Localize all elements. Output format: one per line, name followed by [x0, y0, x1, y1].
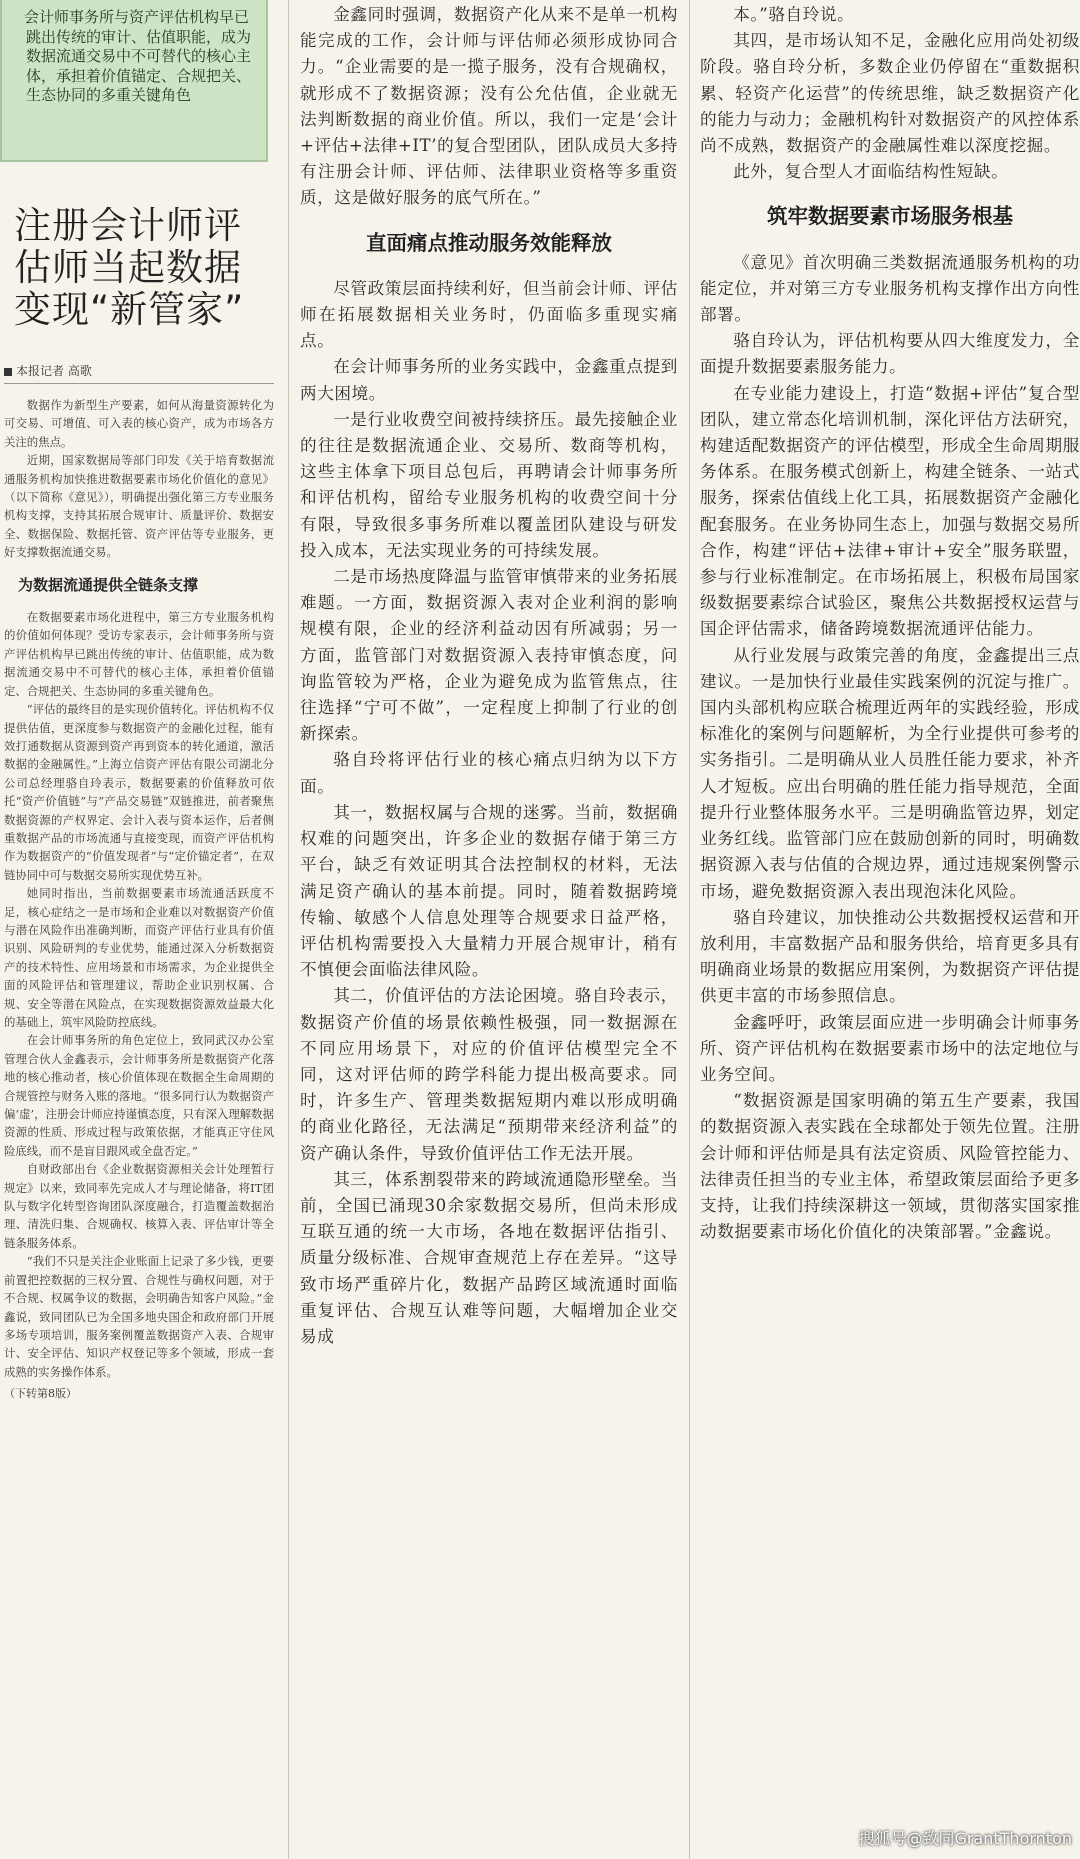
paragraph: 此外，复合型人才面临结构性短缺。 [733, 162, 1009, 182]
paragraph: 金鑫同时强调，数据资产化从来不是单一机构能完成的工作，会计师与评估师必须形成协同合力。“企业需要的是一揽子服务，没有合规确权，就形成不了数据资源；没有公允估值，企业就无法判断数据的商业价值。所以，我们一定是‘会计+评估+法律+IT’的复合型团队，团队成员大多持有注册会计师、评估师、法律职业资格等多重资质，这是做好服务的底气所在。” [300, 5, 678, 208]
paragraph: 其二，价值评估的方法论困境。骆自玲表示，数据资产价值的场景依赖性极强，同一数据源在不同应用场景下，对应的价值评估模型完全不同，这对评估师的跨学科能力提出极高要求。同时，许多生产、管理类数据短期内难以形成明确的商业化路径，无法满足“预期带来经济利益”的资产确认条件，导致价值评估工作无法开展。 [300, 986, 678, 1163]
paragraph: 金鑫呼吁，政策层面应进一步明确会计师事务所、资产评估机构在数据要素市场中的法定地位与业务空间。 [700, 1012, 1080, 1084]
sidebar-text [4, 396, 274, 1404]
paragraph: 自财政部出台《企业数据资源相关会计处理暂行规定》以来，致同率先完成人才与理论储备，将IT团队与数字化转型咨询团队深度融合，打造覆盖数据治理、清洗归集、合规确权、核算入表、评估审计等全链条服务体系。 [4, 1162, 274, 1250]
paragraph: 在会计师事务所的业务实践中，金鑫重点提到两大困境。 [300, 357, 678, 403]
paragraph: “我们不只是关注企业账面上记录了多少钱，更要前置把控数据的三权分置、合规性与确权问题，对于不合规、权属争议的数据，会明确告知客户风险。”金鑫说，致同团队已为全国多地央国企和政府部门开展多场专项培训，服务案例覆盖数据资产入表、合规审计、安全评估、知识产权登记等多个领域，形成一套成熟的实务操作体系。 [4, 1254, 274, 1379]
paragraph: 骆自玲认为，评估机构要从四大维度发力，全面提升数据要素服务能力。 [700, 331, 1080, 377]
right-column [700, 0, 1080, 1245]
paragraph: 二是市场热度降温与监管审慎带来的业务拓展难题。一方面，数据资源入表对企业利润的影响规模有限，企业的经济利益动因有所减弱；另一方面，监管部门对数据资源入表持审慎态度，问询监管较为严格，企业为避免成为监管焦点，往往选择“宁可不做”，一定程度上抑制了行业的创新探索。 [300, 567, 678, 744]
watermark: 搜狐号@致同GrantThornton [858, 1829, 1072, 1848]
paragraph: 其三，体系割裂带来的跨域流通隐形壁垒。当前，全国已涌现30余家数据交易所，但尚未形成互联互通的统一大市场，各地在数据评估指引、质量分级标准、合规审查规范上存在差异。“这导致市场严重碎片化，数据产品跨区域流通时面临重复评估、合规互认难等问题，大幅增加企业交易成 [300, 1169, 678, 1346]
paragraph: 骆自玲将评估行业的核心痛点归纳为以下方面。 [300, 750, 678, 796]
right-text [700, 0, 1080, 1245]
paragraph: 尽管政策层面持续利好，但当前会计师、评估师在拓展数据相关业务时，仍面临多重现实痛点。 [300, 278, 678, 351]
middle-column [300, 0, 678, 1350]
paragraph: 一是行业收费空间被持续挤压。最先接触企业的往往是数据流通企业、交易所、数商等机构，这些主体拿下项目总包后，再聘请会计师事务所和评估机构，留给专业服务机构的收费空间十分有限，导致很多事务所难以覆盖团队建设与研发投入成本，无法实现业务的可持续发展。 [300, 409, 678, 560]
pull-quote-box [0, 0, 268, 162]
column-divider [689, 0, 690, 1859]
paragraph: 数据作为新型生产要素，如何从海量资源转化为可交易、可增值、可入表的核心资产，成为市场各方关注的焦点。 [4, 398, 274, 449]
paragraph: 在会计师事务所的角色定位上，致同武汉办公室管理合伙人金鑫表示，会计师事务所是数据资产化落地的核心推动者，核心价值体现在数据全生命周期的合规管控与财务入账的落地。“很多同行认为数据资产偏‘虚’，注册会计师应持谨慎态度，只有深入理解数据资源的性质、形成过程与政策依据，才能真正守住风险底线，而不是盲目跟风或全盘否定。” [4, 1033, 274, 1158]
byline [4, 362, 274, 384]
paragraph: 近期，国家数据局等部门印发《关于培育数据流通服务机构加快推进数据要素市场化价值化的意见》（以下简称《意见》），明确提出强化第三方专业服务机构支撑，支持其拓展合规审计、质量评价、数据安全、数据保险、数据托管、资产评估等专业服务，更好支撑数据流通交易。 [4, 453, 274, 560]
paragraph: 《意见》首次明确三类数据流通服务机构的功能定位，并对第三方专业服务机构支撑作出方向性部署。 [700, 252, 1080, 325]
byline-text: 本报记者 高歌 [16, 364, 92, 378]
paragraph: “数据资源是国家明确的第五生产要素，我国的数据资源入表实践在全球都处于领先位置。注册会计师和评估师是具有法定资质、风险管控能力、法律责任担当的专业主体，希望政策层面给予更多支持，让我们持续深耕这一领域，贯彻落实国家推动数据要素市场化价值化的决策部署。”金鑫说。 [700, 1091, 1080, 1242]
paragraph: 在数据要素市场化进程中，第三方专业服务机构的价值如何体现？受访专家表示，会计师事务所与资产评估机构早已跳出传统的审计、估值职能，成为数据流通交易中不可替代的核心主体，承担着价值锚定、合规把关、生态协同的多重关键角色。 [4, 610, 274, 698]
section-subheading: 筑牢数据要素市场服务根基 [767, 204, 1013, 229]
paragraph: “评估的最终目的是实现价值转化。评估机构不仅提供估值，更深度参与数据资产的金融化过程，能有效打通数据从资源到资产再到资本的转化通道，激活数据的金融属性。”上海立信资产评估有限公司湖北分公司总经理骆自玲表示，数据要素的价值释放可依托“资产价值链”与“产品交易链”双链推进，前者聚焦数据资源的产权界定、会计入表与资本运作，后者侧重数据产品的市场流通与直接变现，而资产评估机构作为数据资产的“价值发现者”与“定价锚定者”，在双链协同中可与数据交易所实现优势互补。 [4, 702, 274, 882]
article-headline: 注册会计师评估师当起数据变现“新管家” [14, 204, 245, 331]
section-subheading: 为数据流通提供全链条支撑 [18, 575, 199, 594]
paragraph: 在专业能力建设上，打造“数据+评估”复合型团队，建立常态化培训机制，深化评估方法研究，构建适配数据资产的评估模型，形成全生命周期服务体系。在服务模式创新上，构建全链条、一站式服务，探索估值线上化工具，拓展数据资产金融化配套服务。在业务协同生态上，加强与数据交易所合作，构建“评估+法律+审计+安全”服务联盟，参与行业标准制定。在市场拓展上，积极布局国家级数据要素综合试验区，聚焦公共数据授权运营与国企评估需求，储备跨境数据流通评估能力。 [700, 383, 1080, 639]
byline-square-icon [4, 368, 12, 376]
section-subheading: 直面痛点推动服务效能释放 [366, 230, 612, 255]
paragraph: 从行业发展与政策完善的角度，金鑫提出三点建议。一是加快行业最佳实践案例的沉淀与推广。国内头部机构应联合梳理近两年的实践经验，形成标准化的案例与问题解析，为全行业提供可参考的实务指引。二是明确从业人员胜任能力要求，补齐人才短板。应出台明确的胜任能力指导规范，全面提升行业整体服务水平。三是明确监管边界，划定业务红线。监管部门应在鼓励创新的同时，明确数据资源入表与估值的合规边界，通过违规案例警示市场，避免数据资源入表出现泡沫化风险。 [700, 645, 1080, 901]
column-divider [288, 0, 289, 1859]
paragraph: 她同时指出，当前数据要素市场流通活跃度不足，核心症结之一是市场和企业难以对数据资产价值与潜在风险作出准确判断，而资产评估行业具有价值识别、风险研判的专业优势，能通过深入分析数据资产的技术特性、应用场景和市场需求，为企业提供全面的风险评估和管理建议，帮助企业识别权属、合规、安全等潜在风险点，在实现数据资源效益最大化的基础上，筑牢风险防控底线。 [4, 886, 274, 1029]
middle-text [300, 0, 678, 1350]
continued-note: （下转第8版） [4, 1387, 77, 1401]
paragraph: 骆自玲建议，加快推动公共数据授权运营和开放利用，丰富数据产品和服务供给，培育更多具有明确商业场景的数据应用案例，为数据资产评估提供更丰富的市场参照信息。 [700, 907, 1080, 1006]
paragraph: 本。”骆自玲说。 [733, 5, 855, 24]
paragraph: 其一，数据权属与合规的迷雾。当前，数据确权难的问题突出，许多企业的数据存储于第三方平台，缺乏有效证明其合法控制权的材料，无法满足资产确认的基本前提。同时，随着数据跨境传输、敏感个人信息处理等合规要求日益严格，评估机构需要投入大量精力开展合规审计，稍有不慎便会面临法律风险。 [300, 802, 678, 980]
paragraph: 其四，是市场认知不足，金融化应用尚处初级阶段。骆自玲分析，多数企业仍停留在“重数据积累、轻资产化运营”的传统思维，缺乏数据资产化的能力与动力；金融机构针对数据资产的风控体系尚不成熟，数据资产的金融属性难以深度挖掘。 [700, 31, 1080, 156]
pull-quote-text: 会计师事务所与资产评估机构早已跳出传统的审计、估值职能，成为数据流通交易中不可替代的核心主体，承担着价值锚定、合规把关、生态协同的多重关键角色 [24, 8, 252, 104]
